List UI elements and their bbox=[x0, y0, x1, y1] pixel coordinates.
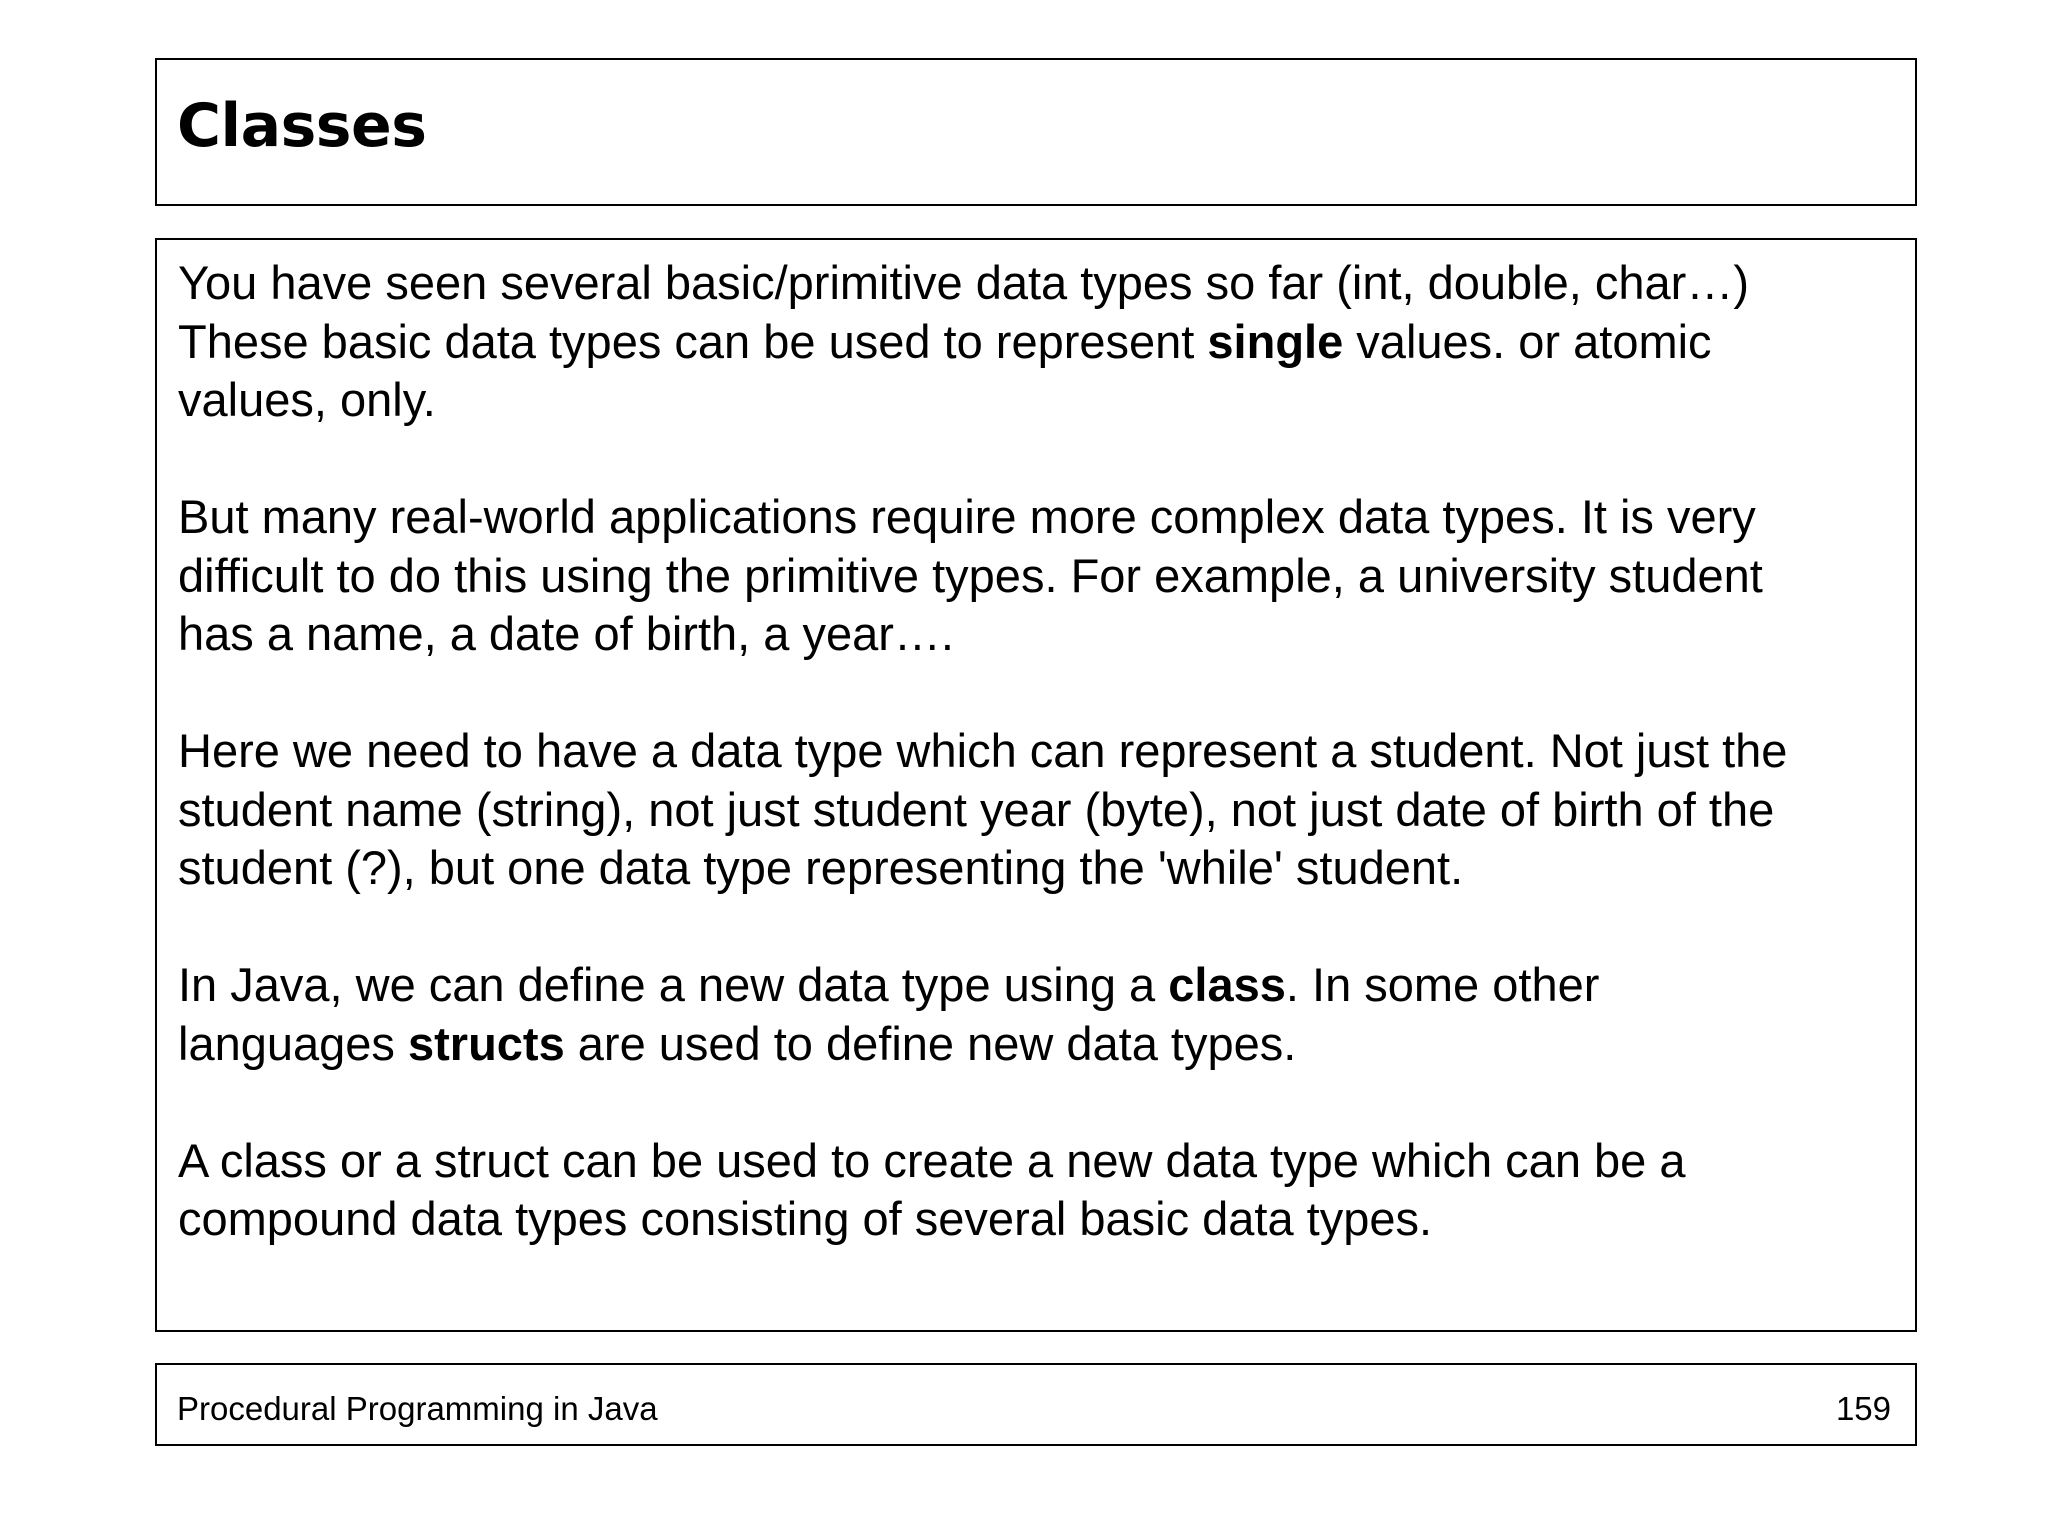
body-paragraph bbox=[178, 254, 1895, 430]
body-text: These basic data types can be used to represent bbox=[178, 314, 1208, 368]
body-text: . In some other bbox=[1285, 958, 1600, 1011]
body-text: compound data types consisting of several basic data types. bbox=[178, 1192, 1433, 1245]
body-text: student (?), but one data type representing the 'while' student. bbox=[178, 841, 1464, 894]
body-text: In Java, we can define a new data type using a bbox=[178, 958, 1169, 1011]
body-text: values. or atomic bbox=[1343, 314, 1712, 368]
body-paragraph bbox=[178, 488, 1895, 664]
slide-body bbox=[178, 254, 1895, 1249]
slide-title: Classes bbox=[177, 91, 427, 161]
body-paragraph bbox=[178, 722, 1895, 898]
body-text: student name (string), not just student year (byte), not just date of birth of the bbox=[178, 782, 1775, 836]
title-box bbox=[155, 58, 1917, 206]
body-text: languages bbox=[178, 1016, 408, 1070]
body-text: You have seen several basic/primitive data types so far (int, double, char…) bbox=[178, 256, 1749, 309]
body-text: values, only. bbox=[178, 373, 436, 426]
emphasized-term: class bbox=[1168, 958, 1286, 1011]
emphasized-term: structs bbox=[407, 1016, 565, 1070]
body-text: Here we need to have a data type which can represent a student. Not just the bbox=[178, 724, 1788, 777]
footer-box bbox=[155, 1363, 1917, 1446]
body-text: A class or a struct can be used to create a new data type which can be a bbox=[178, 1133, 1686, 1187]
page-number: 159 bbox=[1835, 1390, 1891, 1427]
content-box bbox=[155, 238, 1917, 1332]
footer-course-title: Procedural Programming in Java bbox=[177, 1390, 658, 1427]
body-text: are used to define new data types. bbox=[564, 1016, 1297, 1070]
body-paragraph bbox=[178, 956, 1895, 1073]
emphasized-term: single bbox=[1207, 314, 1344, 368]
body-paragraph bbox=[178, 1132, 1895, 1249]
body-text: has a name, a date of birth, a year…. bbox=[178, 607, 954, 660]
body-text: But many real-world applications require more complex data types. It is very bbox=[178, 490, 1756, 543]
body-text: difficult to do this using the primitive types. For example, a university student bbox=[178, 548, 1763, 602]
